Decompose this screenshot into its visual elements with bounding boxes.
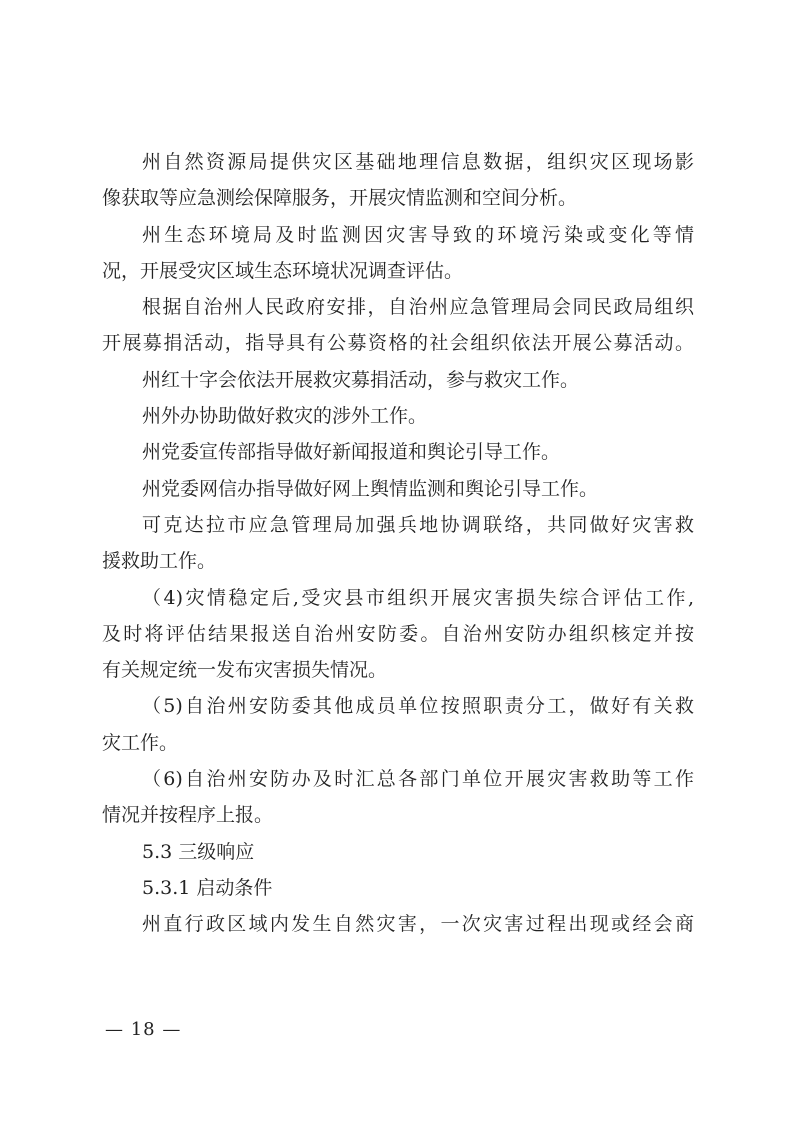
text-line: 州红十字会依法开展救灾募捐活动，参与救灾工作。 (142, 368, 580, 391)
text-line: 灾工作。 (102, 731, 179, 754)
text-line: （6)自治州安防办及时汇总各部门单位开展灾害救助等工作 (142, 768, 694, 791)
text-line: 援救助工作。 (102, 550, 217, 573)
text-line: 根据自治州人民政府安排，自治州应急管理局会同民政局组织 (142, 296, 694, 319)
text-line: 况，开展受灾区域生态环境状况调查评估。 (102, 259, 464, 282)
text-line: 州直行政区域内发生自然灾害，一次灾害过程出现或经会商 (142, 913, 694, 936)
text-line: 州自然资源局提供灾区基础地理信息数据，组织灾区现场影 (142, 151, 694, 173)
text-line: 州党委宣传部指导做好新闻报道和舆论引导工作。 (142, 441, 561, 464)
subsection-heading: 5.3.1 启动条件 (142, 876, 273, 899)
text-line: 有关规定统一发布灾害损失情况。 (102, 659, 388, 682)
text-line: 开展募捐活动，指导具有公募资格的社会组织依法开展公募活动。 (102, 332, 694, 355)
text-line: 州党委网信办指导做好网上舆情监测和舆论引导工作。 (142, 477, 599, 500)
text-line: 可克达拉市应急管理局加强兵地协调联络，共同做好灾害救 (142, 513, 694, 536)
text-line: 及时将评估结果报送自治州安防委。自治州安防办组织核定并按 (102, 622, 694, 645)
page-number: — 18 — (105, 1019, 182, 1040)
text-line: （4)灾情稳定后,受灾县市组织开展灾害损失综合评估工作, (142, 586, 694, 609)
text-line: 像获取等应急测绘保障服务，开展灾情监测和空间分析。 (102, 187, 578, 210)
text-line: 情况并按程序上报。 (102, 804, 274, 827)
section-heading: 5.3 三级响应 (142, 840, 255, 863)
text-line: 州生态环境局及时监测因灾害导致的环境污染或变化等情 (142, 223, 694, 246)
text-line: 州外办协助做好救灾的涉外工作。 (142, 405, 428, 428)
text-line: （5)自治州安防委其他成员单位按照职责分工，做好有关救 (142, 695, 694, 718)
body-text (102, 144, 694, 943)
